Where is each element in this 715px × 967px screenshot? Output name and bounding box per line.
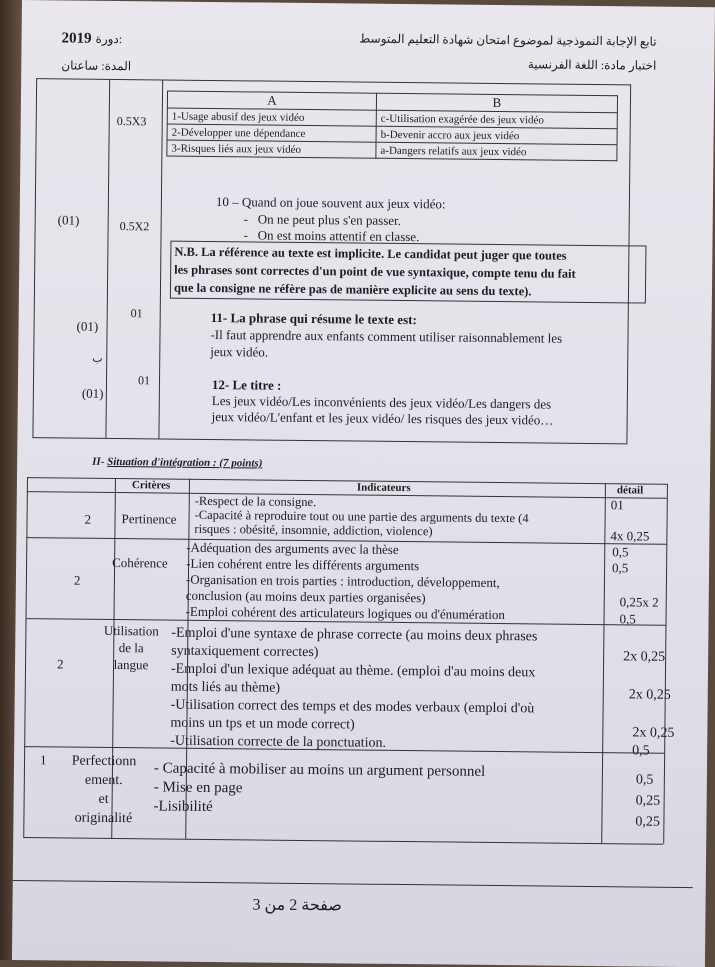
q12-line-1: Les jeux vidéo/Les inconvénients des jeux vidéo/Les dangers des [211,393,552,412]
q10-title: 10 – Quand on joue souvent aux jeux vidéo: [215,194,446,212]
total-q12: (01) [81,385,104,401]
nb-line: N.B. La référence au texte est implicite. Le candidat peut juger que toutes [174,244,567,263]
nb-line: les phrases sont correctes d'un point de vue syntaxique, compte tenu du fait [174,262,576,281]
row-indicators: -Respect de la consigne. -Capacité à reproduire tout ou une partie des arguments du texte (4 risques : obésité, insomnie, addiction, violence) [194,493,529,539]
row-points: 1 [39,752,47,768]
row-indicators: - Capacité à mobiliser au moins un argument personnel - Mise en page -Lisibilité [153,760,486,816]
row-detail: 0,5 [612,560,629,576]
header-criteres: Critères [131,479,171,492]
header-indicateurs: Indicateurs [356,481,411,495]
header-subject: اختبار مادة: اللغة الفرنسية [527,57,657,73]
total-q11: (01) [76,318,99,334]
row-detail: 0,5 [632,743,650,759]
footer-divider [13,880,693,888]
q11-title: 11- La phrase qui résume le texte est: [210,309,417,328]
total-q10: (01) [57,212,80,228]
row-indicators: -Adéquation des arguments avec la thèse -Lien cohérent entre les différents arguments -Organisation en trois parties : introduction, développement, conclusion (au moins deux parties organisées) -Emploi cohérent des articulateurs logiques ou d'énumération [185,539,505,623]
row-indicators: -Emploi d'une syntaxe de phrase correcte (au moins deux phrases syntaxiquement correctes) -Emploi d'un lexique adéquat au thème. (emploi d'au moins deux mots liés au thème) -Utilisation correct des temps et des modes verbaux (emploi d'où moins un tps et un mode correct) -Utilisation correcte de la ponctuation. [170,625,538,751]
q10-item-1: - On ne peut plus s'en passer. [243,211,402,228]
table-row [167,140,617,161]
q12-title: 12- Le titre : [211,377,282,393]
row-critere: Pertinence [121,511,177,527]
row-points: 2 [84,511,92,527]
row-detail: 01 [610,497,624,513]
row-points: 2 [73,572,81,588]
year-value: 2019 [61,30,92,47]
cell-a: 3-Risques liés aux jeux vidéo [167,140,376,158]
row-points: 2 [56,656,64,672]
row-detail-list [635,769,660,832]
score-q12: 01 [137,373,151,388]
nb-line: que la consigne ne réfère pas de manière explicite au sens du texte). [173,280,532,299]
row-detail: 4x 0,25 [610,528,650,544]
year-label: دورة: [95,31,123,47]
q12-line-2: jeux vidéo/L'enfant et les jeux vidéo/ les risques des jeux vidéo… [211,409,554,428]
score-q11: 01 [130,306,143,321]
row-detail: 0,25 [635,814,661,830]
header-detail: détail [616,484,644,497]
row-detail: 0,5 [635,772,654,788]
exam-page [12,0,715,967]
row-critere: Utilisation de la langue [103,622,159,673]
matching-table [166,91,618,162]
cell-a: 1-Usage abusif des jeux vidéo [167,108,376,126]
margin-mark: ب [92,352,103,365]
header-title: تابع الإجابة النموذجية لموضوع امتحان شهادة التعليم المتوسط [359,31,657,49]
page-number: صفحة 2 من 3 [252,896,342,915]
row-critere: Perfectionn ement. et originalité [71,753,137,827]
col-b-header: B [376,93,617,113]
duration: المدة: ساعتان [61,58,132,74]
frame-divider-1 [105,80,110,438]
cell-a: 2-Développer une dépendance [167,124,376,142]
answers-frame [32,78,631,444]
score-q10: 0.5X2 [119,219,150,234]
row-critere: Cohérence [112,554,168,571]
row-detail: 2x 0,25 [628,687,671,703]
score-q9: 0.5X3 [116,113,147,129]
grading-table [23,475,675,850]
cell-b: b-Devenir accro aux jeux vidéo [376,126,617,145]
frame-divider-2 [158,80,163,438]
session-year [62,30,123,48]
col-a-header: A [167,91,376,110]
q11-line-1: -Il faut apprendre aux enfants comment utiliser raisonnablement les [210,326,563,346]
row-detail: 0,25x 2 [619,594,659,610]
row-detail: 0,5 [619,611,636,627]
q10-item-2: - On est moins attentif en classe. [243,227,420,245]
nb-note [170,241,647,304]
row-detail: 2x 0,25 [632,725,675,741]
cell-b: a-Dangers relatifs aux jeux vidéo [376,142,617,161]
row-detail: 2x 0,25 [623,649,666,665]
q11-line-2: jeux vidéo. [210,343,269,360]
row-detail: 0,5 [612,544,629,560]
section2-title-text: Situation d'intégration : (7 points) [107,455,263,470]
row-detail: 0,25 [635,793,661,809]
cell-b: c-Utilisation exagérée des jeux vidéo [376,110,617,129]
section2-title: II- Situation d'intégration : (7 points) [92,455,263,470]
